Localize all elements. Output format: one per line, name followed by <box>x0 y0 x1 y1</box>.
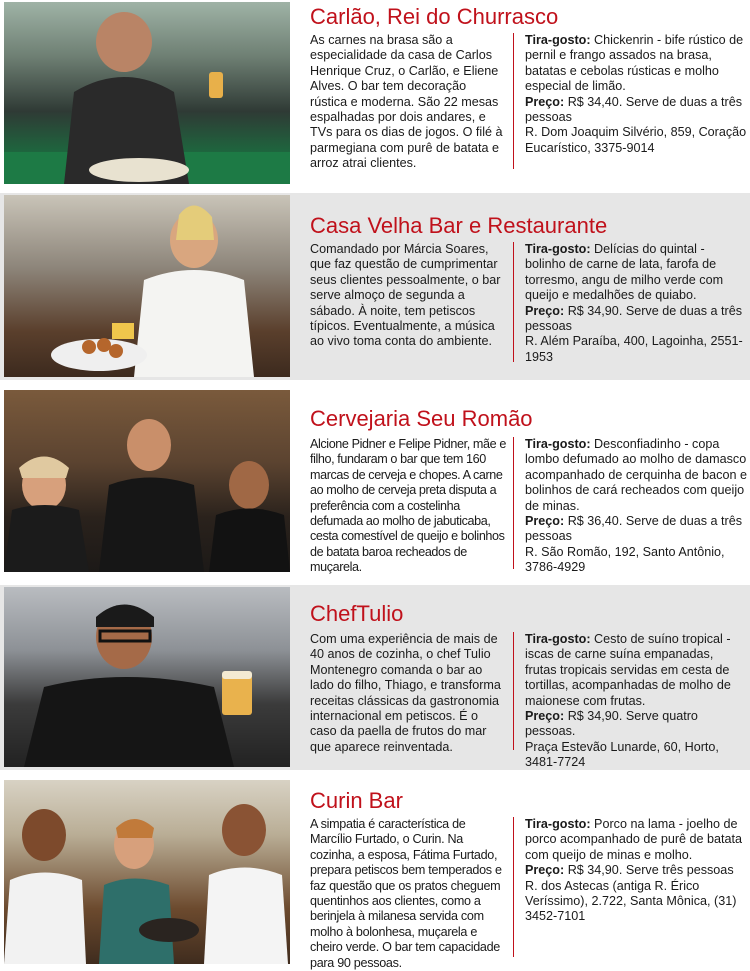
restaurant-title: Casa Velha Bar e Restaurante <box>310 213 608 238</box>
column-divider <box>513 817 514 957</box>
restaurant-title: Carlão, Rei do Churrasco <box>310 4 559 29</box>
price-text: R$ 34,40. Serve de duas a três pessoas <box>525 94 743 125</box>
price-label: Preço: <box>525 863 565 878</box>
price-text: R$ 34,90. Serve quatro pessoas. <box>525 709 698 739</box>
tira-gosto-label: Tira-gosto: <box>525 817 591 831</box>
dish-info <box>525 242 747 365</box>
restaurant-title: Cervejaria Seu Romão <box>310 406 533 431</box>
restaurant-title: Curin Bar <box>310 788 403 813</box>
column-divider <box>513 437 514 569</box>
price-label: Preço: <box>525 303 565 318</box>
dish-info <box>525 632 747 771</box>
photo-carlao <box>4 2 290 184</box>
column-divider <box>513 632 514 750</box>
tira-gosto-label: Tira-gosto: <box>525 33 591 47</box>
price-text: R$ 34,90. Serve três pessoas <box>567 863 734 878</box>
photo-cheftulio <box>4 587 290 767</box>
price-text: R$ 36,40. Serve de duas a três pessoas <box>525 514 743 544</box>
restaurant-description: As carnes na brasa são a especialidade da casa de Carlos Henrique Cruz, o Carlão, e Eliene Alves. O bar tem decoração rústica e moderna. São 22 mesas espalhadas por dois andares, e TVs para os dias de jogos. O filé à parmegiana com purê de batata e arroz atrai clientes. <box>310 33 503 171</box>
tira-gosto-label: Tira-gosto: <box>525 242 591 256</box>
price-label: Preço: <box>525 709 565 724</box>
photo-seu-romao <box>4 390 290 572</box>
people-illustration <box>4 195 290 377</box>
price-label: Preço: <box>525 514 565 529</box>
restaurant-description: Com uma experiência de mais de 40 anos de cozinha, o chef Tulio Montenegro comanda o bar ao lado do filho, Thiago, e transforma receitas clássicas da gastronomia internacional em petiscos. É o caso da paella de frutos do mar que aparece reinventada. <box>310 632 501 754</box>
tira-gosto-label: Tira-gosto: <box>525 437 591 451</box>
tira-gosto-text: Cesto de suíno tropical - iscas de carne suína empanadas, frutas tropicais servidas em cesta de tortillas, acompanhadas de molho de maionese com frutas. <box>525 632 731 708</box>
column-divider <box>513 33 514 169</box>
entry-curin <box>0 778 750 968</box>
restaurant-description: Comandado por Márcia Soares, que faz questão de cumprimentar seus clientes pessoalmente, o bar serve almoço de segunda a sábado. À noite, tem petiscos típicos. Eventualmente, a música ao vivo toma conta do ambiente. <box>310 242 501 349</box>
tira-gosto-text: Delícias do quintal - bolinho de carne de lata, farofa de torresmo, angu de milho verde com queijo e medalhões de quiabo. <box>525 242 724 303</box>
dish-info <box>525 817 747 925</box>
tira-gosto-label: Tira-gosto: <box>525 632 591 646</box>
dish-info <box>525 437 747 576</box>
tira-gosto-text: Chickenrin - bife rústico de pernil e frango assados na brasa, batatas e cebolas rústicas e molho especial de limão. <box>525 33 744 94</box>
restaurant-description: A simpatia é característica de Marcílio Furtado, o Curin. Na cozinha, a esposa, Fátima Furtado, prepara petiscos bem temperados e faz questão que os pratos cheguem quentinhos aos clientes, como a berinjela à milanesa servida com molho à bolonhesa, muçarela e cheiro verde. O bar tem capacidade para 90 pessoas. <box>310 817 502 970</box>
entry-carlao <box>0 0 750 190</box>
tira-gosto-text: Desconfiadinho - copa lombo defumado ao molho de damasco acompanhado de cerquinha de bacon e bolinhos de cará recheados com queijo de minas. <box>525 437 747 513</box>
address-text: R. Dom Joaquim Silvério, 859, Coração Eucarístico, 3375-9014 <box>525 125 747 155</box>
dish-info <box>525 33 747 156</box>
people-illustration <box>4 587 290 767</box>
people-illustration <box>4 2 290 184</box>
price-label: Preço: <box>525 94 565 109</box>
restaurant-description: Alcione Pidner e Felipe Pidner, mãe e filho, fundaram o bar que tem 160 marcas de cerveja e chopes. A carne ao molho de cerveja preta disputa a preferência com a costelinha defumada ao molho de jabuticaba, cesta comestível de queijo e bolinhos de batata baroa recheados de muçarela. <box>310 437 506 575</box>
entry-seu-romao <box>0 388 750 578</box>
photo-curin <box>4 780 290 964</box>
address-text: R. São Romão, 192, Santo Antônio, 3786-4929 <box>525 544 725 575</box>
entry-casa-velha <box>0 193 750 380</box>
address-text: Praça Estevão Lunarde, 60, Horto, 3481-7724 <box>525 739 719 770</box>
entry-cheftulio <box>0 585 750 770</box>
address-text: R. Além Paraíba, 400, Lagoinha, 2551-1953 <box>525 334 743 364</box>
photo-casa-velha <box>4 195 290 377</box>
address-text: R. dos Astecas (antiga R. Érico Veríssimo), 2.722, Santa Mônica, (31) 3452-7101 <box>525 878 737 924</box>
tira-gosto-text: Porco na lama - joelho de porco acompanhado de purê de batata com queijo de minas e molho. <box>525 817 743 862</box>
people-illustration <box>4 780 290 964</box>
column-divider <box>513 242 514 362</box>
restaurant-title: ChefTulio <box>310 601 404 626</box>
people-illustration <box>4 390 290 572</box>
price-text: R$ 34,90. Serve de duas a três pessoas <box>525 303 743 334</box>
